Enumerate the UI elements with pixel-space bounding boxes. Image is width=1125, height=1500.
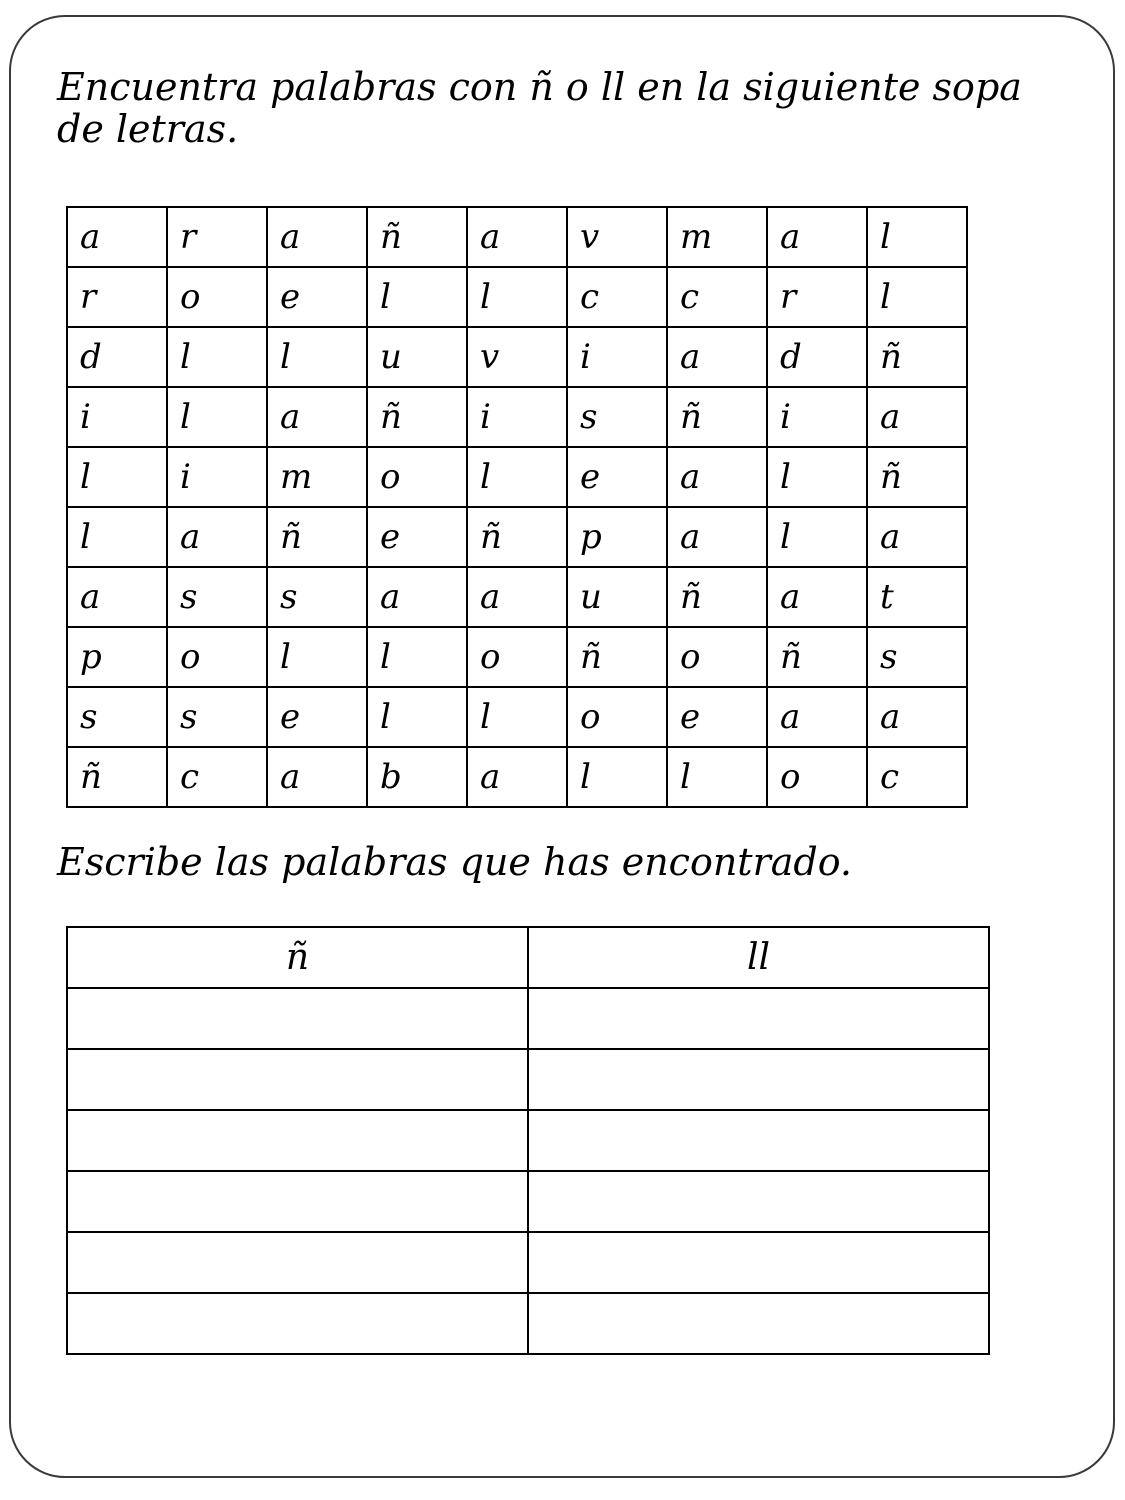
answer-column-header-elle: ll [528,927,989,988]
grid-cell[interactable]: u [367,327,467,387]
instruction-write-words: Escribe las palabras que has encontrado. [57,840,853,884]
grid-cell[interactable]: a [267,747,367,807]
grid-cell[interactable]: a [267,387,367,447]
grid-cell[interactable]: a [367,567,467,627]
grid-cell[interactable]: d [67,327,167,387]
grid-cell[interactable]: a [667,507,767,567]
answer-column-header-enye: ñ [67,927,528,988]
answer-row [67,988,989,1049]
grid-cell[interactable]: m [267,447,367,507]
grid-cell[interactable]: a [867,387,967,447]
grid-cell[interactable]: i [767,387,867,447]
grid-cell[interactable]: a [767,207,867,267]
grid-row [67,387,967,447]
grid-cell[interactable]: a [767,567,867,627]
grid-cell[interactable]: l [267,327,367,387]
grid-cell[interactable]: e [267,267,367,327]
grid-cell[interactable]: ñ [67,747,167,807]
grid-cell[interactable]: l [467,447,567,507]
answer-cell-elle[interactable] [528,1293,989,1354]
grid-cell[interactable]: s [167,567,267,627]
grid-cell[interactable]: i [67,387,167,447]
grid-cell[interactable]: m [667,207,767,267]
answer-cell-enye[interactable] [67,1049,528,1110]
grid-cell[interactable]: l [367,687,467,747]
grid-cell[interactable]: i [567,327,667,387]
grid-cell[interactable]: r [67,267,167,327]
grid-cell[interactable]: e [267,687,367,747]
grid-cell[interactable]: ñ [567,627,667,687]
grid-cell[interactable]: c [167,747,267,807]
grid-row [67,627,967,687]
grid-cell[interactable]: ñ [867,327,967,387]
grid-cell[interactable]: u [567,567,667,627]
grid-cell[interactable]: o [167,267,267,327]
answer-row [67,1232,989,1293]
answer-table [66,926,990,1355]
grid-cell[interactable]: l [367,267,467,327]
grid-cell[interactable]: e [567,447,667,507]
grid-cell[interactable]: s [267,567,367,627]
answer-table-header-row [67,927,989,988]
grid-cell[interactable]: o [767,747,867,807]
grid-cell[interactable]: a [867,507,967,567]
grid-cell[interactable]: ñ [367,207,467,267]
grid-cell[interactable]: ñ [867,447,967,507]
grid-cell[interactable]: l [767,447,867,507]
answer-cell-enye[interactable] [67,1110,528,1171]
grid-cell[interactable]: r [767,267,867,327]
grid-cell[interactable]: l [867,267,967,327]
grid-row [67,747,967,807]
answer-row [67,1110,989,1171]
answer-cell-elle[interactable] [528,1171,989,1232]
answer-cell-elle[interactable] [528,1110,989,1171]
grid-cell[interactable]: a [467,207,567,267]
grid-row [67,267,967,327]
grid-cell[interactable]: l [467,267,567,327]
grid-cell[interactable]: a [667,447,767,507]
grid-cell[interactable]: a [467,567,567,627]
grid-cell[interactable]: a [167,507,267,567]
grid-cell[interactable]: e [367,507,467,567]
grid-cell[interactable]: c [567,267,667,327]
grid-cell[interactable]: l [567,747,667,807]
grid-cell[interactable]: v [467,327,567,387]
grid-cell[interactable]: o [467,627,567,687]
grid-cell[interactable]: o [367,447,467,507]
grid-cell[interactable]: o [567,687,667,747]
grid-row [67,567,967,627]
grid-cell[interactable]: r [167,207,267,267]
grid-cell[interactable]: ñ [767,627,867,687]
grid-cell[interactable]: a [767,687,867,747]
grid-cell[interactable]: ñ [667,567,767,627]
grid-row [67,507,967,567]
grid-cell[interactable]: b [367,747,467,807]
grid-cell[interactable]: s [867,627,967,687]
grid-cell[interactable]: a [867,687,967,747]
grid-row [67,207,967,267]
grid-cell[interactable]: s [567,387,667,447]
answer-cell-enye[interactable] [67,988,528,1049]
grid-cell[interactable]: ñ [267,507,367,567]
answer-cell-enye[interactable] [67,1232,528,1293]
grid-cell[interactable]: a [467,747,567,807]
answer-cell-enye[interactable] [67,1293,528,1354]
grid-cell[interactable]: l [67,447,167,507]
grid-cell[interactable]: ñ [367,387,467,447]
grid-cell[interactable]: e [667,687,767,747]
grid-cell[interactable]: c [667,267,767,327]
answer-cell-enye[interactable] [67,1171,528,1232]
grid-cell[interactable]: p [67,627,167,687]
answer-cell-elle[interactable] [528,1232,989,1293]
grid-cell[interactable]: i [467,387,567,447]
answer-cell-elle[interactable] [528,988,989,1049]
grid-cell[interactable]: o [667,627,767,687]
grid-cell[interactable]: l [167,387,267,447]
grid-row [67,687,967,747]
grid-cell[interactable]: s [67,687,167,747]
grid-cell[interactable]: ñ [467,507,567,567]
answer-cell-elle[interactable] [528,1049,989,1110]
grid-cell[interactable]: a [67,207,167,267]
grid-cell[interactable]: l [867,207,967,267]
grid-cell[interactable]: ñ [667,387,767,447]
grid-cell[interactable]: p [567,507,667,567]
grid-cell[interactable]: a [267,207,367,267]
grid-cell[interactable]: l [767,507,867,567]
grid-cell[interactable]: a [667,327,767,387]
grid-row [67,447,967,507]
grid-cell[interactable]: l [367,627,467,687]
grid-cell[interactable]: o [167,627,267,687]
grid-cell[interactable]: v [567,207,667,267]
answer-row [67,1171,989,1232]
grid-cell[interactable]: l [467,687,567,747]
answer-row [67,1049,989,1110]
grid-cell[interactable]: c [867,747,967,807]
grid-row [67,327,967,387]
grid-cell[interactable]: l [667,747,767,807]
grid-cell[interactable]: a [67,567,167,627]
grid-cell[interactable]: l [167,327,267,387]
answer-row [67,1293,989,1354]
grid-cell[interactable]: l [267,627,367,687]
grid-cell[interactable]: s [167,687,267,747]
grid-cell[interactable]: l [67,507,167,567]
grid-cell[interactable]: i [167,447,267,507]
word-search-grid [66,206,968,808]
grid-cell[interactable]: t [867,567,967,627]
instruction-find-words: Encuentra palabras con ñ o ll en la siguiente sopa de letras. [57,65,1022,151]
grid-cell[interactable]: d [767,327,867,387]
